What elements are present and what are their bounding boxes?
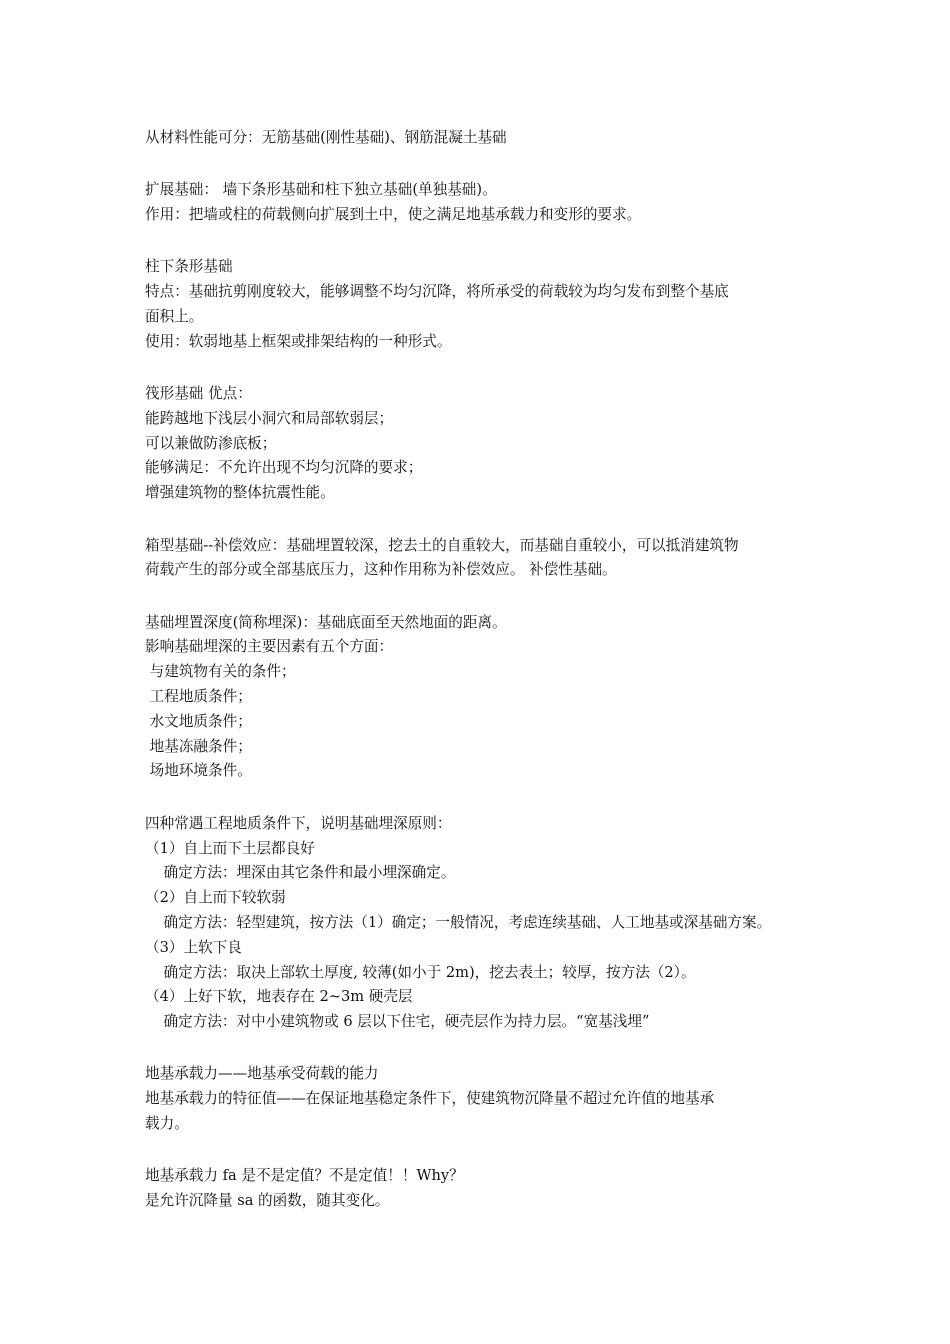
list-item: 地基冻融条件； <box>145 737 252 755</box>
list-item: 能跨越地下浅层小洞穴和局部软弱层； <box>145 409 394 427</box>
section-heading: 筏形基础 优点： <box>145 385 252 403</box>
text-line: 地基承载力——地基承受荷载的能力 <box>145 1065 379 1083</box>
list-item: 与建筑物有关的条件； <box>145 663 296 681</box>
text-line: 是允许沉降量 sa 的函数，随其变化。 <box>145 1192 390 1210</box>
list-item: 增强建筑物的整体抗震性能。 <box>145 484 335 502</box>
section-heading: 柱下条形基础 <box>145 258 233 276</box>
list-item: （4）上好下软，地表存在 2~3m 硬壳层 <box>145 988 413 1006</box>
text-line: 基础埋置深度(简称埋深)：基础底面至天然地面的距离。 <box>145 613 507 631</box>
list-item-detail: 确定方法：对中小建筑物或 6 层以下住宅，硬壳层作为持力层。“宽基浅埋” <box>145 1013 650 1031</box>
paragraph-strip-footing <box>145 255 825 354</box>
list-item-detail: 确定方法：轻型建筑，按方法（1）确定；一般情况，考虑连续基础、人工地基或深基础方案。 <box>145 913 772 931</box>
text-line: 箱型基础--补偿效应：基础埋置较深，挖去土的自重较大，而基础自重较小，可以抵消建筑物 <box>145 536 739 554</box>
list-item: 场地环境条件。 <box>145 762 252 780</box>
text-line: 地基承载力 fa 是不是定值？不是定值！！Why？ <box>145 1167 464 1185</box>
list-item-detail: 确定方法：取决上部软土厚度, 较薄(如小于 2m)，挖去表土；较厚，按方法（2）。 <box>145 963 696 981</box>
paragraph-fa-question <box>145 1164 825 1214</box>
document-page <box>145 126 825 1214</box>
text-line: 面积上。 <box>145 307 204 325</box>
text-line: 影响基础埋深的主要因素有五个方面： <box>145 638 394 656</box>
list-item: 能够满足：不允许出现不均匀沉降的要求； <box>145 459 423 477</box>
list-item: （2）自上而下较软弱 <box>145 889 286 907</box>
section-heading: 四种常遇工程地质条件下，说明基础埋深原则： <box>145 814 452 832</box>
text-line: 从材料性能可分：无筋基础(刚性基础)、钢筋混凝土基础 <box>145 129 507 146</box>
text-line: 作用：把墙或柱的荷载侧向扩展到土中，使之满足地基承载力和变形的要求。 <box>145 206 642 224</box>
text-line: 扩展基础： 墙下条形基础和柱下独立基础(单独基础)。 <box>145 181 497 199</box>
text-line: 荷载产生的部分或全部基底压力，这种作用称为补偿效应。 补偿性基础。 <box>145 561 617 579</box>
text-line: 特点：基础抗剪刚度较大，能够调整不均匀沉降，将所承受的荷载较为均匀发布到整个基底 <box>145 283 729 301</box>
text-line: 地基承载力的特征值——在保证地基稳定条件下，使建筑物沉降量不超过允许值的地基承 <box>145 1090 715 1108</box>
list-item: 水文地质条件； <box>145 712 252 730</box>
paragraph-spread-footing <box>145 178 825 228</box>
list-item: （1）自上而下土层都良好 <box>145 839 315 857</box>
paragraph-embedment-depth <box>145 611 825 785</box>
list-item: 工程地质条件； <box>145 688 252 706</box>
list-item-detail: 确定方法：埋深由其它条件和最小埋深确定。 <box>145 864 456 882</box>
paragraph-box-foundation <box>145 534 825 584</box>
text-line: 载力。 <box>145 1115 189 1132</box>
paragraph-geology-conditions <box>145 812 825 1035</box>
text-line: 使用：软弱地基上框架或排架结构的一种形式。 <box>145 332 452 350</box>
paragraph-material <box>145 126 825 151</box>
paragraph-bearing-capacity <box>145 1062 825 1136</box>
list-item: （3）上软下良 <box>145 938 242 956</box>
list-item: 可以兼做防渗底板； <box>145 434 277 452</box>
paragraph-raft-foundation <box>145 382 825 506</box>
